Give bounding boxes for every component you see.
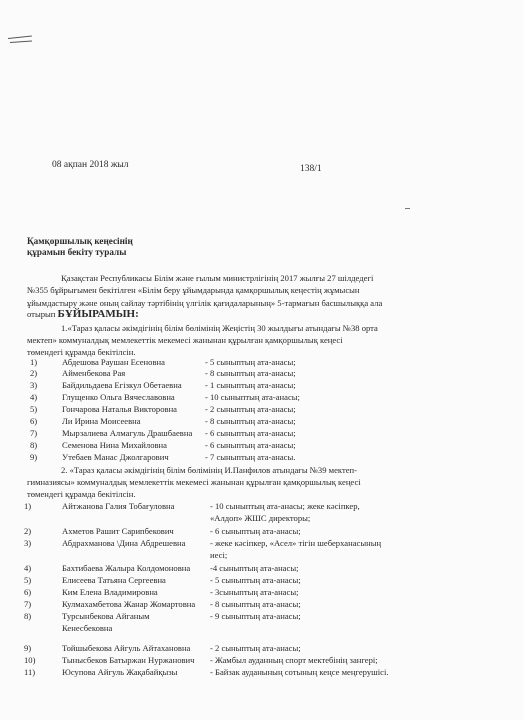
- preamble-line: №355 бұйрығымен бекітілген «Білім беру ұйымдарында қамқоршылық кеңестің жұмысын: [27, 285, 360, 295]
- member-number: 8): [30, 440, 38, 450]
- member-number: 1): [24, 501, 32, 511]
- section2-intro: 2. «Тараз қаласы әкімдігінің білім бөлімінің И.Панфилов атындағы №39 мектеп-: [61, 465, 358, 475]
- member-name: Ли Ирина Моисеевна: [62, 416, 141, 426]
- handwritten-mark: [8, 36, 34, 46]
- member-role: - жеке кәсіпкер, «Асел» тігін шеберханасының: [210, 538, 382, 548]
- member-name: Абдешова Раушан Есеновна: [62, 357, 165, 367]
- member-name: Тынысбеков Батыржан Нуржанович: [62, 655, 195, 665]
- member-role: - 1 сыныптың ата-анасы;: [205, 380, 296, 390]
- section2-intro: төмендегі құрамда бекітілсін.: [27, 489, 136, 499]
- member-name: Айтжанова Галия Тобағуловна: [62, 501, 175, 511]
- member-number: 4): [24, 563, 32, 573]
- member-role: - Жамбыл ауданның спорт мектебінің зангері;: [210, 655, 378, 665]
- member-role: - 7 сыныптың ата-анасы.: [205, 452, 296, 462]
- order-number: 138/1: [300, 164, 322, 174]
- member-role: - 10 сыныптың ата-анасы;: [205, 392, 300, 402]
- member-number: 10): [24, 655, 36, 665]
- member-number: 9): [24, 643, 32, 653]
- member-number: 7): [30, 428, 38, 438]
- section1-intro: 1.«Тараз қаласы әкімдігінің білім бөлімінің Жеңістің 30 жылдығы атындағы №38 орта: [61, 323, 378, 333]
- member-number: 11): [24, 667, 36, 677]
- member-number: 9): [30, 452, 38, 462]
- section1-intro: мектеп» коммуналдық мемлекеттік мекемесі жанынан құрылған қамқоршылық кеңесі: [27, 335, 343, 345]
- member-number: 4): [30, 392, 38, 402]
- member-number: 7): [24, 599, 32, 609]
- order-prefix: отырып: [27, 309, 56, 319]
- member-name: Байдильдаева Егізкул Обетаевна: [62, 380, 182, 390]
- member-name: Гончарова Наталья Викторовна: [62, 404, 177, 414]
- preamble-line: Қазақстан Республикасы Білім және ғылым министрлігінің 2017 жылғы 27 шілдедегі: [61, 273, 374, 283]
- member-number: 2): [24, 526, 32, 536]
- margin-mark: [405, 208, 410, 209]
- member-name: Мырзалиева Алмагуль Драшбаевна: [62, 428, 193, 438]
- member-role: - 8 сыныптың ата-анасы;: [205, 416, 296, 426]
- member-name: Утебаев Манас Джолгарович: [62, 452, 169, 462]
- member-role: - 2 сыныптың ата-анасы;: [205, 404, 296, 414]
- section1-intro: төмендегі құрамда бекітілсін.: [27, 347, 136, 357]
- member-name: Тойшыбекова Айгуль Айтахановна: [62, 643, 191, 653]
- member-number: 6): [30, 416, 38, 426]
- member-name: Глущенко Ольга Вячеславовна: [62, 392, 175, 402]
- member-role: - 8 сыныптың ата-анасы;: [210, 599, 301, 609]
- member-role: - Байзак ауданының сотының кеңсе меңгерушісі.: [210, 667, 389, 677]
- member-number: 6): [24, 587, 32, 597]
- member-role: - 6 сыныптың ата-анасы;: [205, 440, 296, 450]
- member-name: Семенова Нина Михайловна: [62, 440, 167, 450]
- member-role: - 9 сыныптың ата-анасы;: [210, 611, 301, 621]
- member-name: Айменбекова Рая: [62, 368, 126, 378]
- member-role: - 6 сыныптың ата-анасы;: [210, 526, 301, 536]
- order-word: БҰЙЫРАМЫН:: [57, 308, 139, 320]
- member-number: 8): [24, 611, 32, 621]
- member-name: Юсупова Айгуль Жақабайқызы: [62, 667, 178, 677]
- member-role: -4 сыныптың ата-анасы;: [210, 563, 299, 573]
- document-date: 08 ақпан 2018 жыл: [52, 160, 129, 170]
- order-line: [27, 309, 139, 319]
- member-name: Елисеева Татьяна Сергеевна: [62, 575, 166, 585]
- member-role: - 6 сыныптың ата-анасы;: [205, 428, 296, 438]
- member-role: - 8 сыныптың ата-анасы;: [205, 368, 296, 378]
- member-role: - 5 сыныптың ата-анасы;: [210, 575, 301, 585]
- member-number: 3): [30, 380, 38, 390]
- member-number: 5): [24, 575, 32, 585]
- member-number: 5): [30, 404, 38, 414]
- member-number: 1): [30, 357, 38, 367]
- member-name: Ахметов Рашит Сарипбекович: [62, 526, 174, 536]
- member-name: Бахтибаева Жалыра Колдомоновна: [62, 563, 191, 573]
- member-role: - 3сыныптың ата-анасы;: [210, 587, 299, 597]
- member-role: - 2 сыныптың ата-анасы;: [210, 643, 301, 653]
- member-number: 3): [24, 538, 32, 548]
- member-name: Абдрахманова \Дина Абдрешевна: [62, 538, 186, 548]
- subject-line-1: Қамқоршылық кеңесінің: [27, 236, 133, 246]
- member-role-continued: иесі;: [210, 550, 228, 560]
- preamble-line: ұйымдастыру және оның сайлау тәртібінің үлгілік қағидаларының» 5-тармағын басшылыққа ала: [27, 298, 383, 308]
- member-role-continued: «Алдоп» ЖШС директоры;: [210, 513, 311, 523]
- subject-line-2: құрамын бекіту туралы: [27, 247, 127, 257]
- member-name: Турсынбекова Айганым: [62, 611, 150, 621]
- member-role: - 5 сыныптың ата-анасы;: [205, 357, 296, 367]
- member-name-continued: Кенесбековна: [62, 623, 113, 633]
- member-role: - 10 сыныптың ата-анасы; жеке кәсіпкер,: [210, 501, 360, 511]
- member-name: Кулмахамбетова Жанар Жомартовна: [62, 599, 196, 609]
- section2-intro: гимназиясы» коммуналдық мемлекеттік мекемесі жанынан құрылған қамқоршылық кеңесі: [27, 477, 361, 487]
- member-number: 2): [30, 368, 38, 378]
- member-name: Ким Елена Владимировна: [62, 587, 158, 597]
